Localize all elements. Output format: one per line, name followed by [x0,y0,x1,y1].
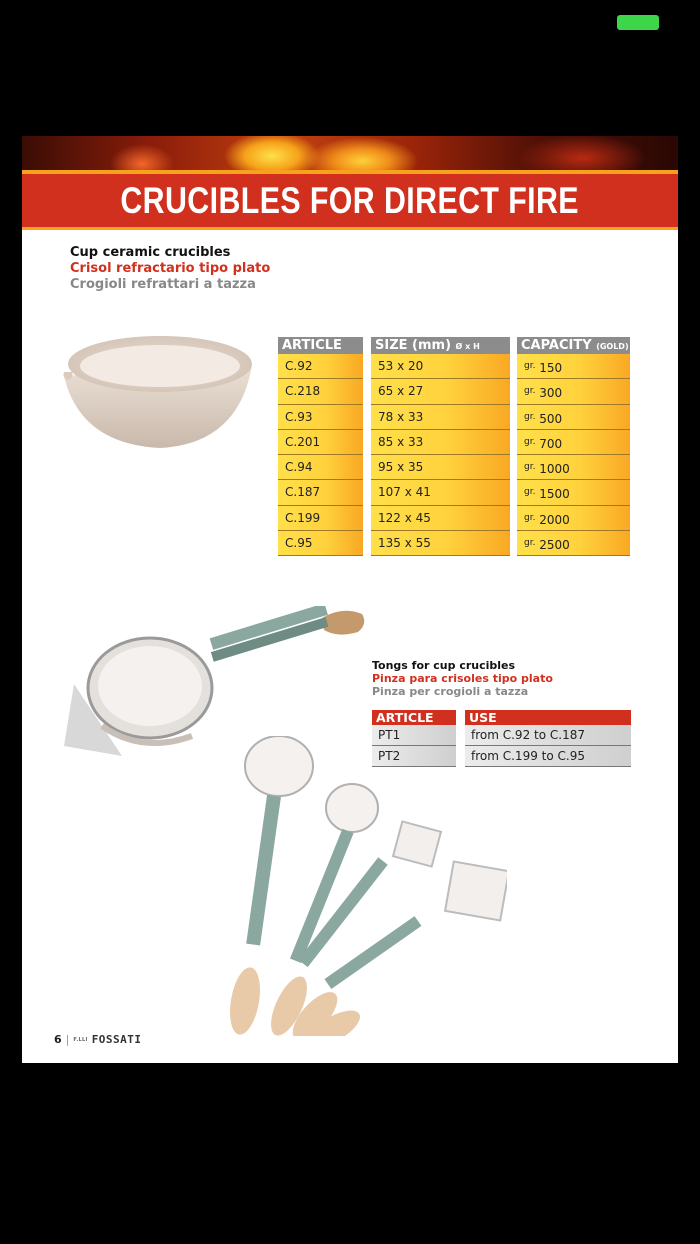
brand-logo: FOSSATI [91,1033,142,1046]
capacity-header-unit: (GOLD) [596,342,629,351]
cup-crucible-image [60,334,255,452]
size-cell: 65 x 27 [371,379,510,404]
tongs-heading-it: Pinza per crogioli a tazza [372,685,529,698]
capacity-value: 150 [539,361,563,375]
footer-separator: | [65,1033,70,1046]
capacity-value: 2500 [539,538,570,553]
capacity-cell [517,430,630,455]
crucibles-heading-es: Crisol refractario tipo plato [70,261,271,276]
article-cell: C.94 [278,455,363,480]
capacity-unit: gr. [524,487,536,498]
capacity-value: 1500 [539,487,570,502]
article-cells [278,354,363,556]
size-cells [371,354,510,556]
title-band [22,170,678,230]
article-cell: C.218 [278,379,363,404]
capacity-cells [517,354,630,556]
crucibles-heading-it: Crogioli refrattari a tazza [70,277,256,292]
tongs-heading-es: Pinza para crisoles tipo plato [372,672,553,685]
capacity-header-label: CAPACITY [521,338,592,353]
capacity-header [517,337,630,354]
capacity-cell [517,354,630,379]
capacity-unit: gr. [524,411,536,422]
capacity-cell [517,480,630,505]
catalog-page [22,136,678,1063]
capacity-value: 1000 [539,462,570,477]
capacity-cell [517,531,630,556]
capacity-cell [517,455,630,480]
tongs-heading [372,659,553,698]
tongs-set-image [217,736,507,1036]
capacity-unit: gr. [524,436,536,447]
size-cell: 122 x 45 [371,506,510,531]
capacity-unit: gr. [524,462,536,473]
capacity-value: 700 [539,436,563,451]
article-header: ARTICLE [278,337,363,354]
tongs-article-cell: PT1 [372,725,456,746]
article-cell: C.187 [278,480,363,505]
article-cell: C.199 [278,506,363,531]
size-cell: 85 x 33 [371,430,510,455]
crucibles-heading-en: Cup ceramic crucibles [70,245,231,260]
capacity-unit: gr. [524,361,536,371]
article-cell: C.95 [278,531,363,556]
capacity-column [517,337,630,556]
article-cell: C.92 [278,354,363,379]
tongs-article-cell: PT2 [372,746,456,767]
capacity-unit: gr. [524,512,536,523]
capacity-cell [517,379,630,404]
article-cell: C.201 [278,430,363,455]
tongs-use-header: USE [465,710,631,725]
article-cell: C.93 [278,405,363,430]
article-column [278,337,363,556]
size-header [371,337,510,354]
crucibles-heading [70,245,270,293]
size-column [371,337,510,556]
brand-prefix: F.LLI [73,1036,88,1043]
capacity-value: 500 [539,411,563,426]
size-cell: 53 x 20 [371,354,510,379]
capacity-cell [517,405,630,430]
capacity-value: 300 [539,386,563,401]
tongs-heading-en: Tongs for cup crucibles [372,659,516,672]
page-footer [54,1033,142,1046]
fire-banner-image [22,136,678,170]
size-cell: 95 x 35 [371,455,510,480]
tongs-use-cell: from C.199 to C.95 [465,746,631,767]
capacity-unit: gr. [524,386,536,397]
size-header-unit: Ø x H [455,342,480,351]
page-number: 6 [54,1033,62,1046]
capacity-unit: gr. [524,538,536,549]
tong-4 [305,862,507,1036]
page-title: CRUCIBLES FOR DIRECT FIRE [120,179,580,221]
tongs-use-cell: from C.92 to C.187 [465,725,631,746]
size-header-label: SIZE (mm) [375,338,452,353]
capacity-value: 2000 [539,512,570,527]
tongs-article-header: ARTICLE [372,710,456,725]
capacity-cell [517,506,630,531]
size-cell: 135 x 55 [371,531,510,556]
battery-indicator [617,15,659,30]
size-cell: 107 x 41 [371,480,510,505]
size-cell: 78 x 33 [371,405,510,430]
